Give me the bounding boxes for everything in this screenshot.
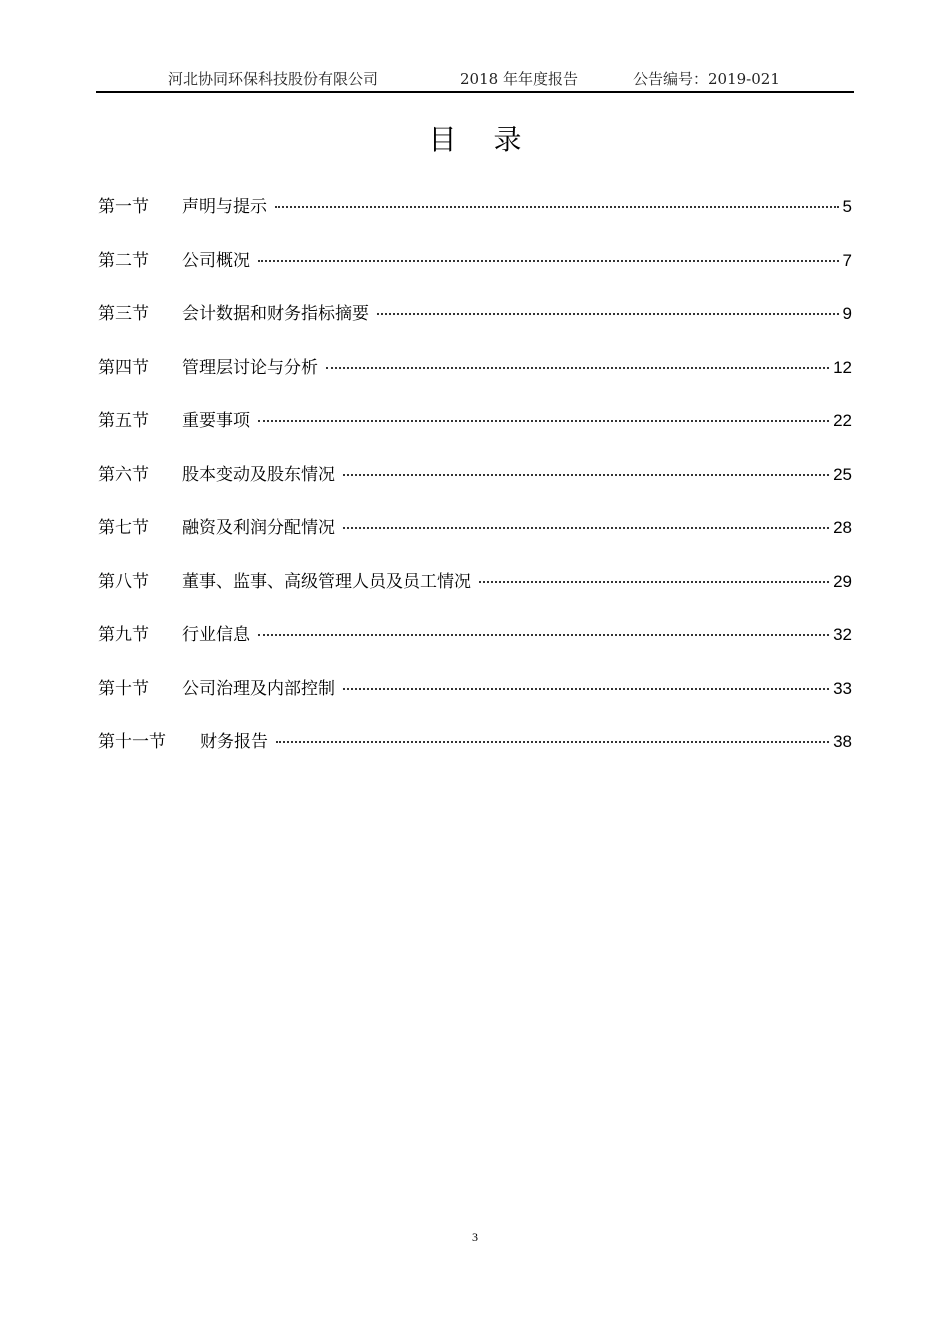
toc-section-title: 会计数据和财务指标摘要 [182,304,369,324]
toc-leader-dots [343,527,829,529]
toc-section-title: 股本变动及股东情况 [182,464,335,485]
toc-leader-dots [479,581,829,583]
toc-leader-dots [275,206,839,208]
toc-leader-dots [258,634,829,636]
toc-section-number: 第三节 [98,304,149,324]
toc-leader-dots [276,741,829,743]
toc-section-number: 第二节 [98,250,149,271]
header-company-name: 河北协同环保科技股份有限公司 [168,70,379,88]
toc-page-number: 12 [833,357,852,377]
toc-page-number: 5 [842,197,852,216]
toc-section-number: 第四节 [98,357,149,378]
toc-page-number: 32 [833,625,852,644]
toc-section-number: 第六节 [98,464,149,485]
toc-section-number: 第十节 [98,678,149,699]
toc-entry[interactable] [98,354,852,408]
toc-section-title: 重要事项 [182,411,250,431]
toc-entry[interactable] [98,675,852,729]
toc-page-number: 33 [833,678,852,698]
toc-page-number: 29 [833,571,852,591]
toc-entry[interactable] [98,407,852,461]
toc-section-title: 董事、监事、高级管理人员及员工情况 [182,571,471,592]
toc-entry[interactable] [98,514,852,568]
toc-entry[interactable] [98,193,852,247]
toc-leader-dots [377,313,839,315]
toc-section-title: 融资及利润分配情况 [182,518,335,538]
toc-entry[interactable] [98,728,852,782]
page-header [96,68,854,92]
toc-section-number: 第五节 [98,411,149,431]
toc-entry[interactable] [98,621,852,675]
toc-section-title: 声明与提示 [182,197,267,217]
table-of-contents [98,193,852,782]
toc-section-title: 公司概况 [182,250,250,271]
toc-leader-dots [343,688,829,690]
header-notice-number: 公告编号：2019-021 [633,70,780,88]
toc-page-number: 22 [833,411,852,430]
toc-page-number: 9 [842,304,852,323]
toc-section-number: 第九节 [98,625,149,645]
header-divider [96,91,854,93]
page-title: 目 录 [428,123,536,156]
toc-page-number: 38 [833,732,852,751]
toc-leader-dots [343,474,829,476]
toc-section-number: 第一节 [98,197,149,217]
toc-leader-dots [326,367,829,369]
toc-section-number: 第十一节 [98,732,166,752]
toc-entry[interactable] [98,461,852,515]
toc-page-number: 28 [833,518,852,537]
page-number: 3 [472,1230,478,1244]
toc-section-title: 财务报告 [200,732,268,752]
toc-leader-dots [258,420,829,422]
toc-section-title: 行业信息 [182,625,250,645]
toc-entry[interactable] [98,568,852,622]
toc-entry[interactable] [98,300,852,354]
toc-section-title: 公司治理及内部控制 [182,678,335,699]
header-report-title: 2018 年年度报告 [460,70,578,88]
toc-page-number: 25 [833,464,852,484]
toc-section-number: 第七节 [98,518,149,538]
toc-page-number: 7 [842,250,852,270]
toc-leader-dots [258,260,839,262]
toc-section-title: 管理层讨论与分析 [182,357,318,378]
toc-entry[interactable] [98,247,852,301]
toc-section-number: 第八节 [98,571,149,592]
